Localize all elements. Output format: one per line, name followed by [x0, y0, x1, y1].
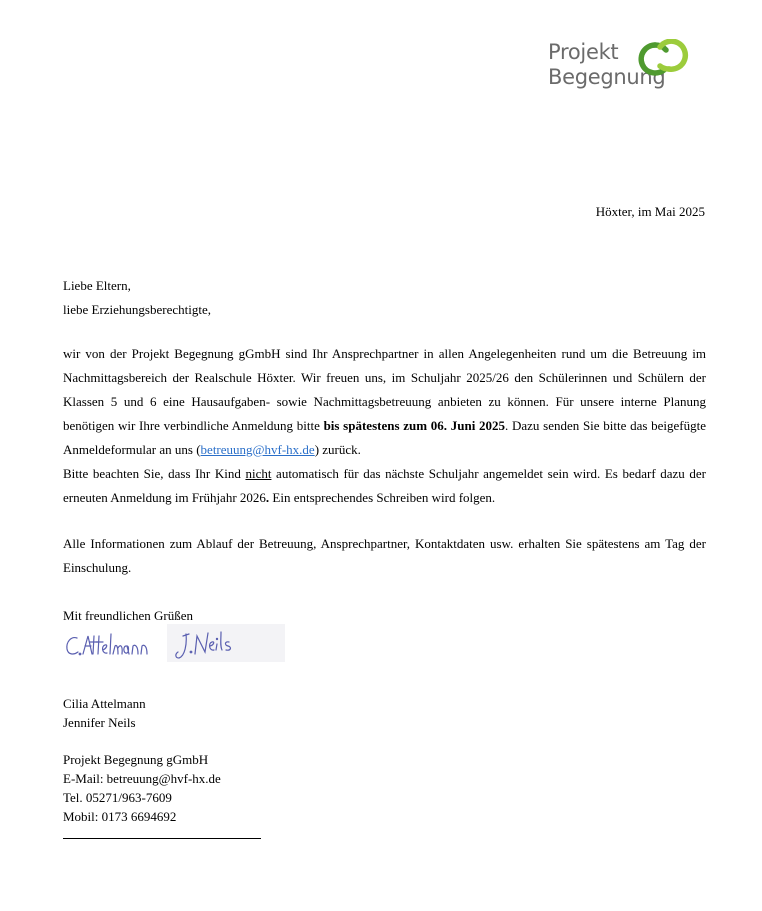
body-paragraph-2	[63, 462, 706, 510]
info-paragraph: Alle Informationen zum Ablauf der Betreuung, Ansprechpartner, Kontaktdaten usw. erhalten Sie spätestens am Tag der Einschulung.	[63, 536, 706, 575]
body-paragraph-1	[63, 342, 706, 462]
letter-date: Höxter, im Mai 2025	[595, 204, 705, 219]
company-logo	[548, 40, 708, 102]
body-text: . Dazu senden Sie bitte das beigefügte Anmeldeformular an uns (	[63, 418, 707, 457]
signatory-name-1: Cilia Attelmann	[63, 696, 146, 711]
closing-phrase: Mit freundlichen Grüßen	[63, 608, 193, 623]
body-text: ) zurück.	[314, 442, 361, 457]
contact-block	[63, 750, 221, 826]
deadline-text: bis spätestens zum 06. Juni 2025	[323, 418, 506, 433]
body-text: wir von der Projekt Begegnung gGmbH sind Ihr Ansprechpartner in allen Angelegenheiten rund um die Betreuung im Nachmittagsbereich der Realschule Höxter. Wir freuen uns, im Schuljahr 2025/26 den Schülerinnen und Schülern der Klassen 5 und 6 eine Hausaufgaben- sowie Nachmittagsbetreuung anbieten zu können. Für unsere interne Planung benötigen wir Ihre verbindliche Anmeldung bitte	[63, 346, 706, 433]
salutation-line-1: Liebe Eltern,	[63, 278, 131, 293]
signature-attelmann	[67, 634, 147, 655]
emphasis-text: nicht	[245, 466, 272, 481]
contact-phone: Tel. 05271/963-7609	[63, 790, 172, 805]
logo-rings-icon	[632, 39, 702, 79]
footer-rule	[63, 838, 261, 839]
body-text: .	[265, 490, 270, 505]
signatory-name-2: Jennifer Neils	[63, 715, 136, 730]
logo-line-1: Projekt	[548, 40, 619, 64]
email-link[interactable]: betreuung@hvf-hx.de	[200, 442, 315, 457]
salutation	[63, 274, 563, 322]
body-text: Ein entsprechendes Schreiben wird folgen.	[269, 490, 496, 505]
organization-name: Projekt Begegnung gGmbH	[63, 752, 209, 767]
contact-mobile: Mobil: 0173 6694692	[63, 809, 177, 824]
letter-body	[63, 342, 706, 510]
signatory-names	[63, 694, 146, 732]
salutation-line-2: liebe Erziehungsberechtigte,	[63, 302, 211, 317]
contact-email: E-Mail: betreuung@hvf-hx.de	[63, 771, 221, 786]
body-text: Bitte beachten Sie, dass Ihr Kind	[63, 466, 246, 481]
logo-line-2: Begegnung	[548, 65, 666, 89]
body-text: automatisch für das nächste Schuljahr angemeldet sein wird. Es bedarf dazu der erneuten Anmeldung im Frühjahr 2026	[63, 466, 706, 505]
signatures	[63, 624, 285, 664]
